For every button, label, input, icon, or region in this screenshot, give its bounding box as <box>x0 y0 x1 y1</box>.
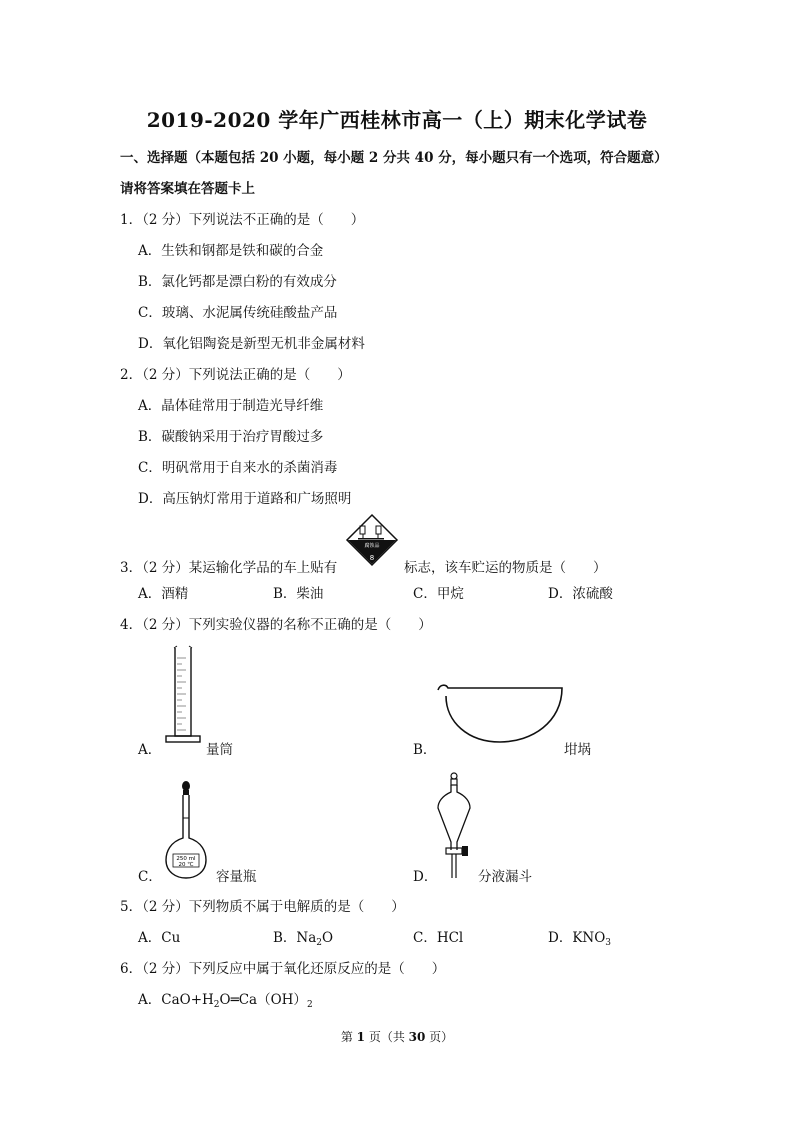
sign-label: 腐蚀品 <box>364 543 380 549</box>
q2-option-a: A．晶体硅常用于制造光导纤维 <box>138 398 324 414</box>
q1-option-d: D．氧化铝陶瓷是新型无机非金属材料 <box>138 336 365 352</box>
flask-temperature-label: 20 ℃ <box>178 862 194 868</box>
q3-stem-before: 3．（2 分）某运输化学品的车上贴有 <box>120 560 338 576</box>
graduated-cylinder-icon <box>164 646 202 746</box>
q4-option-c-letter: C． <box>138 869 162 885</box>
q5-option-d: D．$KNO_3$ <box>548 930 612 948</box>
q1-option-b: B．氯化钙都是漂白粉的有效成分 <box>138 274 337 290</box>
current-page-number: 1 <box>356 1030 365 1044</box>
q1-option-c: C．玻璃、水泥属传统硅酸盐产品 <box>138 305 338 321</box>
volumetric-flask-icon <box>164 780 208 882</box>
separatory-funnel-icon <box>436 770 472 882</box>
section-heading: 一、选择题（本题包括 20 小题，每小题 2 分共 40 分，每小题只有一个选项，符合题意） <box>120 150 668 166</box>
q1-stem: 1．（2 分）下列说法不正确的是（ ） <box>120 212 365 228</box>
q4-option-d-name: 分液漏斗 <box>478 869 532 885</box>
evaporating-dish-icon <box>436 682 564 744</box>
q6-stem: 6．（2 分）下列反应中属于氧化还原反应的是（ ） <box>120 961 446 977</box>
q2-option-b: B．碳酸钠采用于治疗胃酸过多 <box>138 429 324 445</box>
page-title: 2019-2020 学年广西桂林市高一（上）期末化学试卷 <box>146 108 648 132</box>
q4-option-b-letter: B． <box>413 742 437 758</box>
q1-option-a: A．生铁和钢都是铁和碳的合金 <box>138 243 324 259</box>
total-page-count: 30 <box>408 1030 426 1044</box>
q3-option-b: B．柴油 <box>273 586 324 602</box>
q5-option-a: A．Cu <box>138 930 181 946</box>
q5-option-b: B．$Na_2O$ <box>273 930 334 948</box>
page-footer: 第 1 页（共 30 页） <box>340 1030 454 1044</box>
q2-option-c: C．明矾常用于自来水的杀菌消毒 <box>138 460 338 476</box>
flask-volume-label: 250 ml <box>176 856 196 862</box>
q3-option-a: A．酒精 <box>138 586 189 602</box>
sign-number: 8 <box>369 554 375 562</box>
q4-option-a-name: 量筒 <box>206 742 233 758</box>
q4-option-a-letter: A． <box>138 742 162 758</box>
q4-option-d-letter: D． <box>413 869 438 885</box>
q6-option-a: A．$CaO+H_2O═Ca(OH)_2$ <box>138 992 313 1010</box>
q3-option-d: D．浓硫酸 <box>548 586 613 602</box>
q4-stem: 4．（2 分）下列实验仪器的名称不正确的是（ ） <box>120 617 432 633</box>
q4-option-c-name: 容量瓶 <box>216 869 257 885</box>
q3-stem-after: 标志，该车贮运的物质是（ ） <box>404 560 607 576</box>
corrosive-sign-icon <box>346 514 398 566</box>
q2-stem: 2．（2 分）下列说法正确的是（ ） <box>120 367 351 383</box>
q3-option-c: C．甲烷 <box>413 586 464 602</box>
q2-option-d: D．高压钠灯常用于道路和广场照明 <box>138 491 352 507</box>
q5-stem: 5．（2 分）下列物质不属于电解质的是（ ） <box>120 899 405 915</box>
q4-option-b-name: 坩埚 <box>564 742 591 758</box>
q5-option-c: C．HCl <box>413 930 464 946</box>
section-note: 请将答案填在答题卡上 <box>120 181 255 197</box>
